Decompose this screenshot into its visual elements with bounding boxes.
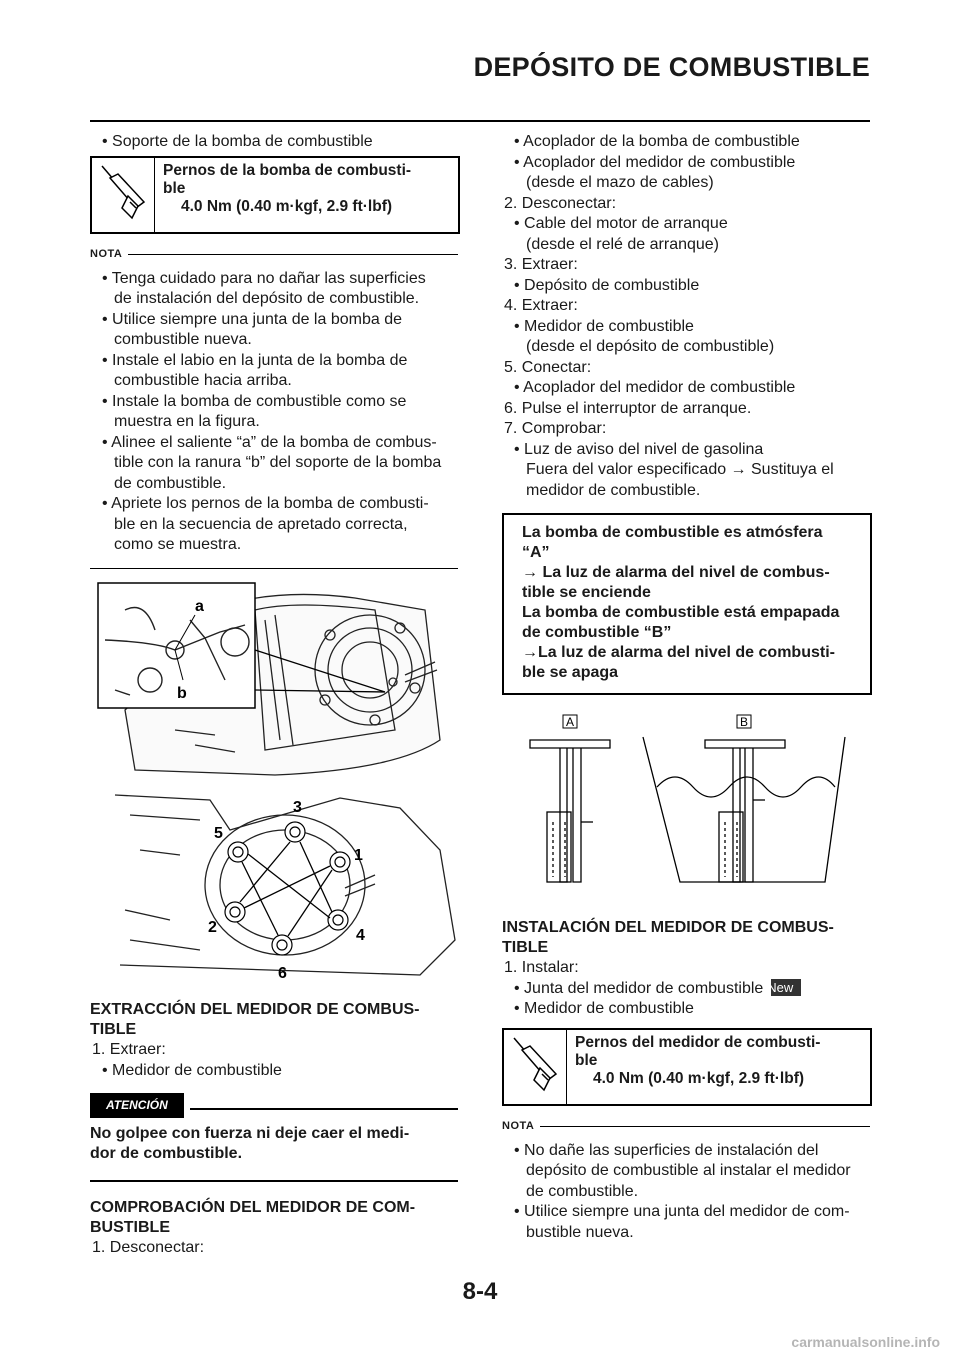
fig-label-B: B [740,715,749,729]
fig2-label-1: 1 [354,847,363,864]
procedure-line: • Acoplador de la bomba de combustible [514,133,800,150]
extraccion-title-1: EXTRACCIÓN DEL MEDIDOR DE COMBUS- [90,1001,420,1018]
extraccion-step: 1. Extraer: [92,1041,166,1058]
nota1-item-4-cont: muestra en la figura. [114,413,260,430]
atencion-end-rule [90,1180,458,1182]
torque-box-pump [90,156,460,234]
nota1-item-6-cont: ble en la secuencia de apretado correcta, [114,515,408,533]
instalacion-section [502,918,870,1020]
comprobacion-step: 1. Desconectar: [92,1238,205,1256]
procedure-line: • Acoplador del medidor de combustible [514,153,796,171]
nota1-end-rule [90,568,458,569]
atencion-text-2: dor de combustible. [90,1144,243,1162]
procedure-line: • Medidor de combustible [514,317,694,335]
nota1-item-6: • Apriete los pernos de la bomba de combusti- [102,495,429,512]
procedure-line: • Acoplador del medidor de combustible [514,379,796,396]
nota1-item-3-cont: combustible hacia arriba. [114,372,292,389]
nota1-item-5-cont: de combustible. [114,474,227,492]
fig2-label-4: 4 [356,927,365,944]
instalacion-title-2: TIBLE [502,939,549,956]
page-number: 8-4 [462,1278,498,1305]
bolt-tightening-sequence-figure [110,790,460,985]
nota2-item-2: • Utilice siempre una junta del medidor de com- [514,1203,850,1220]
new-part-badge: New [771,979,801,996]
nota2-block [502,1108,870,1243]
warning-line: tible se enciende [522,584,651,601]
procedure-line: (desde el mazo de cables) [526,174,714,191]
atencion-header [90,1093,458,1118]
nota1-item-3: • Instale el labio en la junta de la bomba de [102,351,408,369]
fig1-label-a: a [195,598,204,615]
nota1-item-4: • Instale la bomba de combustible como se [102,392,407,410]
warning-line: → La luz de alarma del nivel de combus- [522,564,830,581]
fig-label-A: A [566,715,575,729]
fig1-label-b: b [177,685,187,702]
torque-box-gauge [502,1028,872,1106]
procedure-line: 5. Conectar: [504,358,592,376]
torque-wrench-icon [504,1030,567,1104]
comprobacion-title-2: BUSTIBLE [90,1218,170,1236]
extraccion-item: • Medidor de combustible [102,1061,282,1079]
procedure-line: 6. Pulse el interruptor de arranque. [504,399,752,417]
atencion-text-1: No golpee con fuerza ni deje caer el medi- [90,1124,410,1142]
torque1-line2: ble [163,180,186,197]
nota2-item-1: • No dañe las superficies de instalación del [514,1141,819,1159]
title-rule [90,120,870,122]
nota2-item-1-cont: depósito de combustible al instalar el medidor [526,1162,851,1179]
fuel-gauge-warning-box [502,513,872,695]
nota1-item-2: • Utilice siempre una junta de la bomba de [102,310,402,328]
nota1-item-1-cont: de instalación del depósito de combustible. [114,290,420,307]
extraccion-section [90,1000,458,1258]
extraccion-title-2: TIBLE [90,1021,137,1038]
left-column [90,132,458,153]
warning-line: de combustible “B” [522,624,672,641]
warning-line: “A” [522,544,550,561]
nota1-item-1: • Tenga cuidado para no dañar las superficies [102,269,426,287]
nota1-item-5: • Alinee el saliente “a” de la bomba de combus- [102,433,437,451]
procedure-line: • Luz de aviso del nivel de gasolina [514,440,764,458]
warning-line: La bomba de combustible es atmósfera [522,524,823,541]
nota1-item-5-cont: tible con la ranura “b” del soporte de la bomba [114,454,442,471]
warning-line: →La luz de alarma del nivel de combusti- [522,644,835,661]
fig2-label-6: 6 [278,965,287,982]
warning-line: La bomba de combustible está empapada [522,604,840,621]
right-procedure-list [502,132,870,501]
instalacion-item1: • Junta del medidor de combustible [514,979,764,997]
atencion-label: ATENCIÓN [90,1093,184,1118]
procedure-line: medidor de combustible. [526,481,701,499]
nota1-label: NOTA [90,248,123,260]
torque2-line1: Pernos del medidor de combusti- [575,1034,821,1051]
procedure-line: Fuera del valor especificado → Sustituya el [526,461,834,478]
procedure-line: 2. Desconectar: [504,194,617,212]
procedure-line: (desde el relé de arranque) [526,235,720,253]
fig2-label-3: 3 [293,799,302,816]
fuel-gauge-float-figure [515,712,850,892]
fig2-label-5: 5 [214,825,223,842]
nota1-item-2-cont: combustible nueva. [114,331,252,348]
procedure-line: • Cable del motor de arranque [514,215,728,232]
intro-bullet: • Soporte de la bomba de combustible [102,133,373,150]
torque1-value: 4.0 Nm (0.40 m·kgf, 2.9 ft·lbf) [181,198,393,215]
instalacion-item2: • Medidor de combustible [514,1000,694,1017]
nota2-item-1-cont: de combustible. [526,1182,639,1200]
fuel-pump-alignment-figure [95,580,460,780]
fig2-label-2: 2 [208,919,217,936]
procedure-line: 7. Comprobar: [504,420,607,437]
nota2-item-2-cont: bustible nueva. [526,1223,634,1241]
nota1-item-6-cont: como se muestra. [114,536,242,553]
torque2-line2: ble [575,1052,598,1069]
torque-wrench-icon [92,158,155,232]
procedure-line: • Depósito de combustible [514,276,700,294]
torque1-line1: Pernos de la bomba de combusti- [163,162,412,179]
comprobacion-title-1: COMPROBACIÓN DEL MEDIDOR DE COM- [90,1198,416,1216]
warning-line: ble se apaga [522,664,619,681]
instalacion-step: 1. Instalar: [504,959,579,976]
procedure-line: 3. Extraer: [504,256,578,273]
instalacion-title-1: INSTALACIÓN DEL MEDIDOR DE COMBUS- [502,919,834,936]
procedure-line: 4. Extraer: [504,297,578,314]
torque2-value: 4.0 Nm (0.40 m·kgf, 2.9 ft·lbf) [593,1070,805,1087]
procedure-line: (desde el depósito de combustible) [526,338,775,355]
nota1-block [90,236,458,569]
footer-watermark: carmanualsonline.info [791,1334,940,1350]
nota2-label: NOTA [502,1120,535,1132]
page-title: DEPÓSITO DE COMBUSTIBLE [473,52,870,82]
